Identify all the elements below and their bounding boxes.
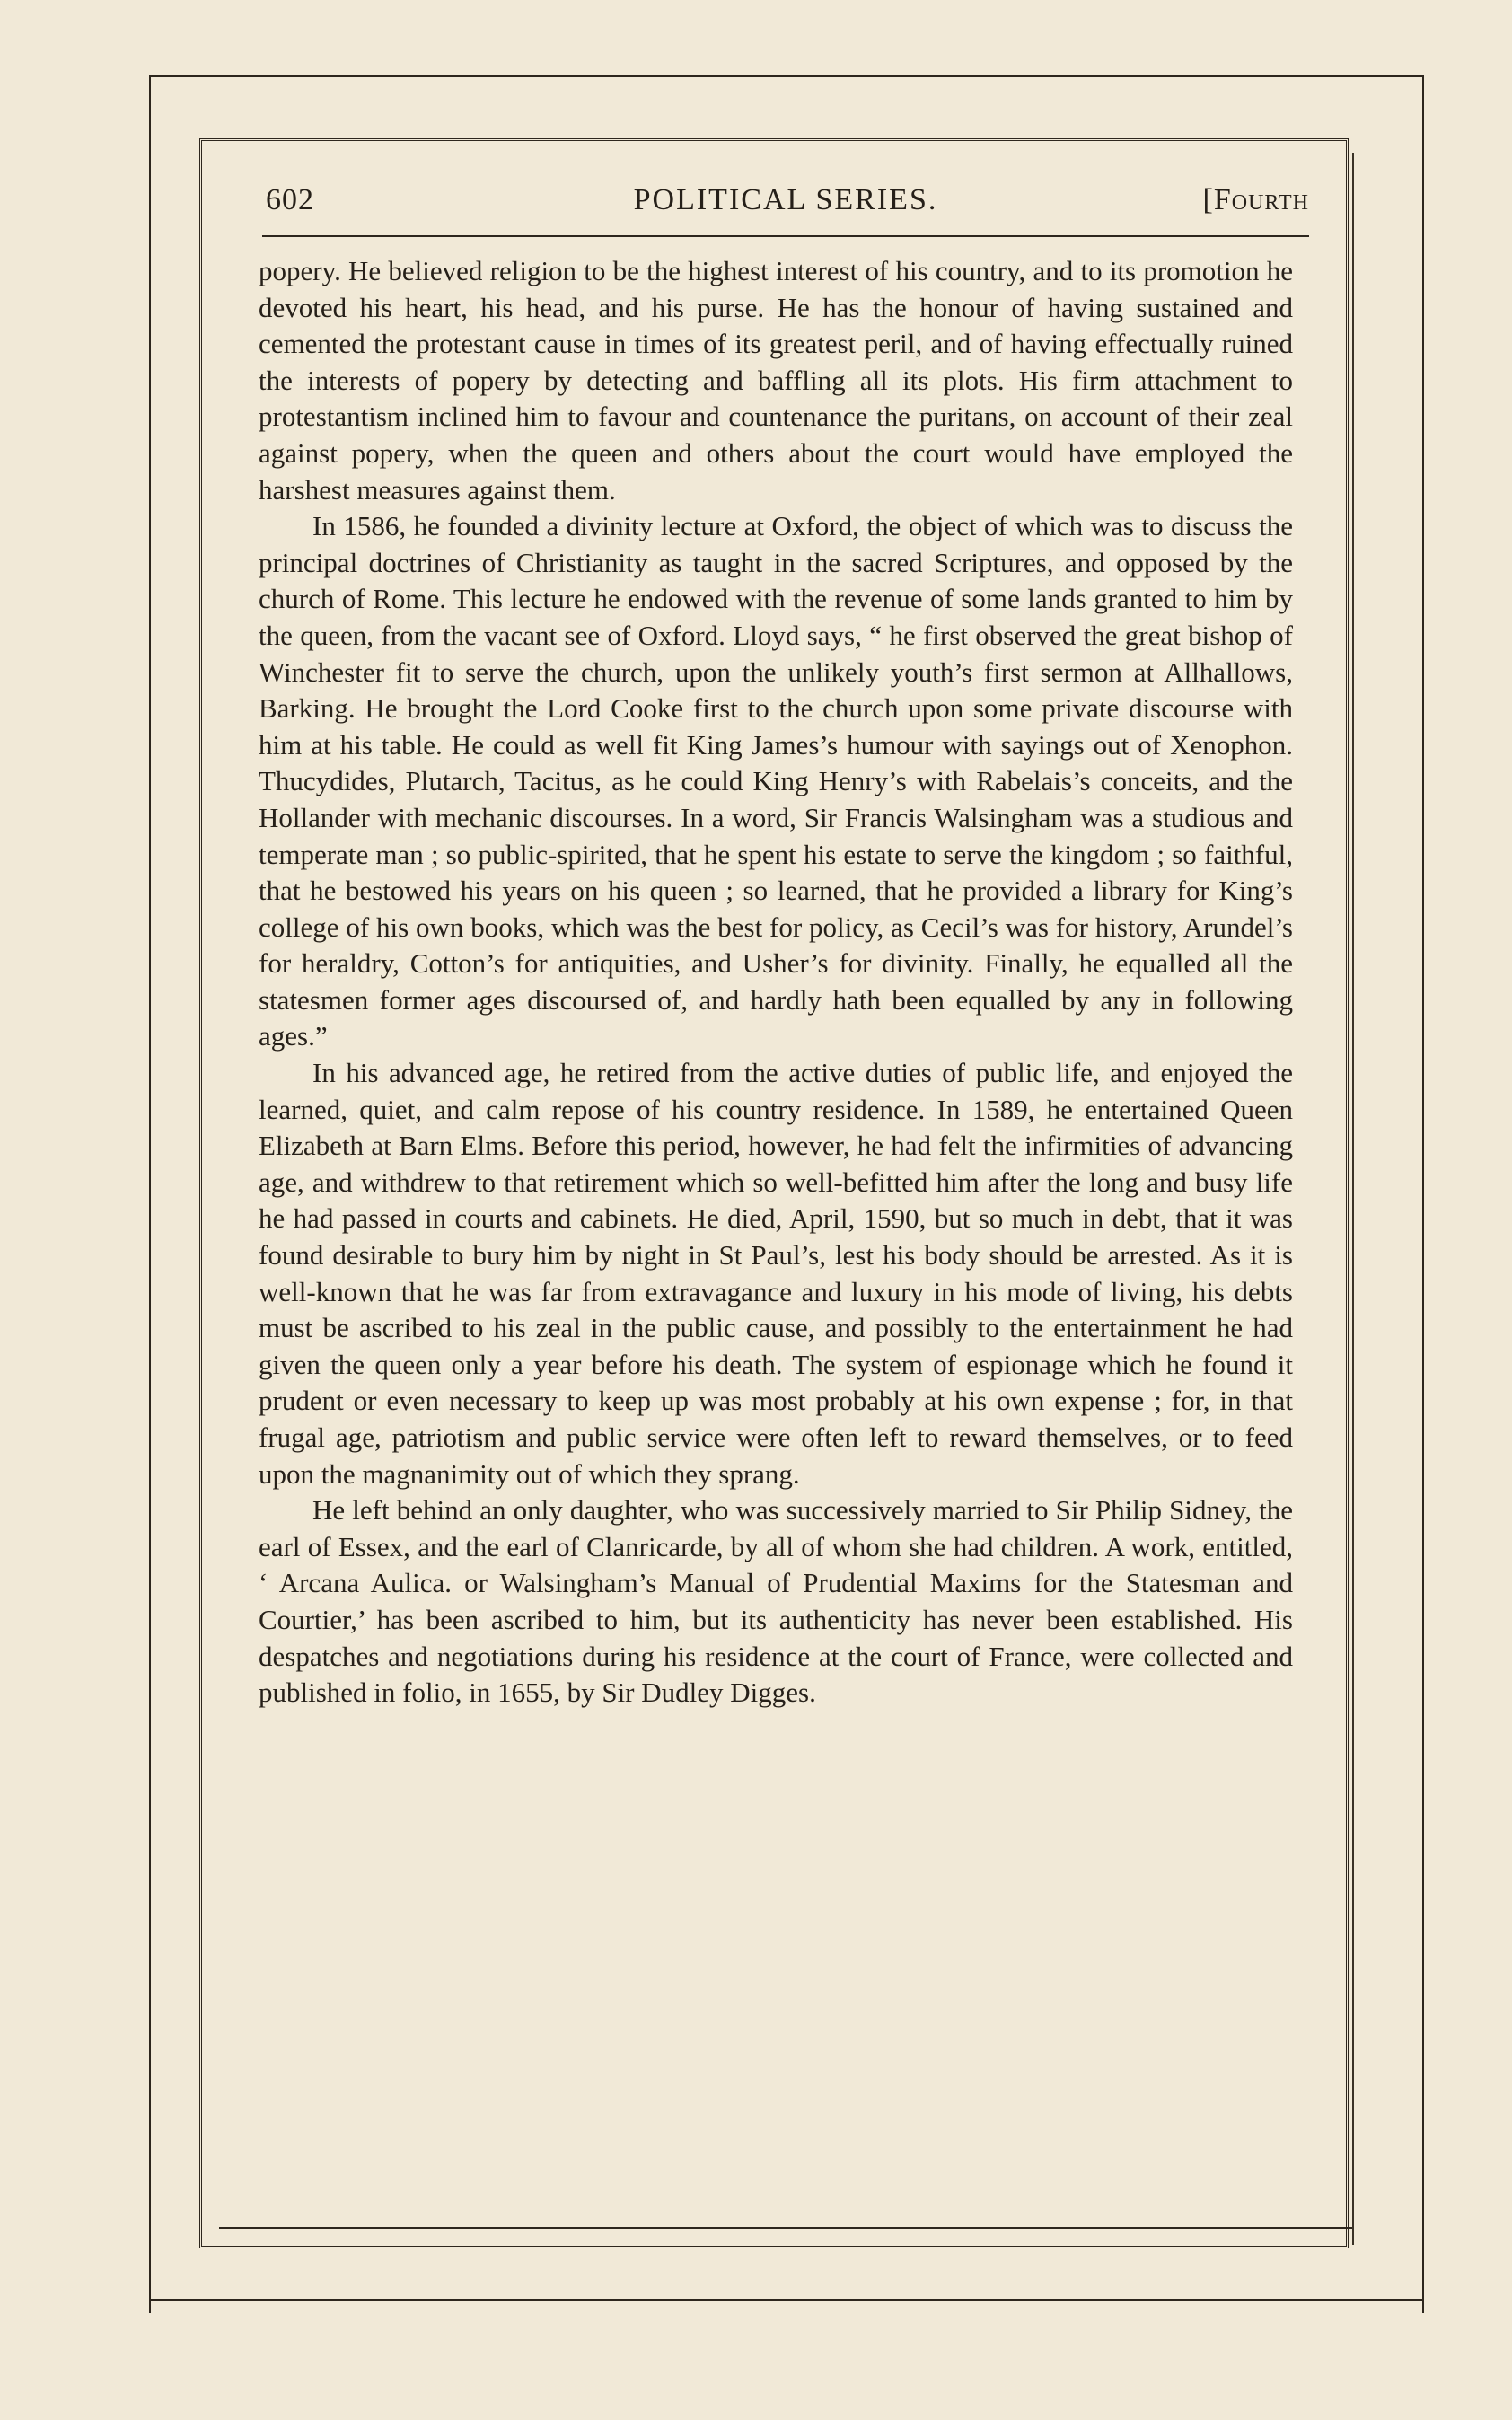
paragraph: He left behind an only daughter, who was successively married to Sir Philip Sidney, the earl of Essex, and the earl of Clanricarde, by all of whom she had children. A work, entitled, ‘ Arcana Aulica. or Walsingham’s Manual of Prudential Maxims for the Statesman and Courtier,’ has been ascribed to him, but its authenticity has never been established. His despatches and negotiations during his residence at the court of France, were collected and published in folio, in 1655, by Sir Dudley Digges. (259, 1494, 1293, 1709)
page-inner-frame-bottom-rule (219, 2227, 1352, 2229)
body-text (259, 253, 1293, 1712)
running-title: POLITICAL SERIES. (633, 183, 938, 216)
running-section-label: [Fourth (1202, 183, 1309, 216)
page-outer-frame-bottom-rule (149, 2299, 1422, 2301)
paragraph: In his advanced age, he retired from the active duties of public life, and enjoyed the learned, quiet, and calm repose of his country residence. In 1589, he entertained Queen Elizabeth at Barn Elms. Before this period, however, he had felt the infirmities of advancing age, and withdrew to that retirement which so well-befitted him after the long and busy life he had passed in courts and cabinets. He died, April, 1590, but so much in debt, that it was found desirable to bury him by night in St Paul’s, lest his body should be arrested. As it is well-known that he was far from extravagance and luxury in his mode of living, his debts must be ascribed to his zeal in the public cause, and possibly to the entertainment he had given the queen only a year before his death. The system of espionage which he found it prudent or even necessary to keep up was most probably at his own expense ; for, in that frugal age, patriotism and public service were often left to reward themselves, or to feed upon the magnanimity out of which they sprang. (259, 1057, 1293, 1490)
paragraph: In 1586, he founded a divinity lecture at Oxford, the object of which was to discuss the principal doctrines of Christianity as taught in the sacred Scriptures, and opposed by the church of Rome. This lecture he endowed with the revenue of some lands granted to him by the queen, from the vacant see of Oxford. Lloyd says, “ he first observed the great bishop of Winchester fit to serve the church, upon the unlikely youth’s first sermon at Allhallows, Barking. He brought the Lord Cooke first to the church upon some private discourse with him at his table. He could as well fit King James’s humour with sayings out of Xenophon. Thucydides, Plutarch, Tacitus, as he could King Henry’s with Rabelais’s conceits, and the Hollander with mechanic discourses. In a word, Sir Francis Walsingham was a studious and temperate man ; so public-spirited, that he spent his estate to serve the kingdom ; so faithful, that he bestowed his years on his queen ; so learned, that he provided a library for King’s college of his own books, which was the best for policy, as Cecil’s was for history, Arundel’s for heraldry, Cotton’s for antiquities, and Usher’s for divinity. Finally, he equalled all the statesmen former ages discoursed of, and hardly hath been equalled by any in following ages.” (259, 510, 1293, 1052)
running-header (262, 183, 1309, 232)
page-number: 602 (266, 183, 314, 216)
header-rule (262, 235, 1309, 237)
paragraph: popery. He believed religion to be the highest interest of his country, and to its promotion he devoted his heart, his head, and his purse. He has the honour of having sustained and cemented the protestant cause in times of its greatest peril, and of having effectually ruined the interests of popery by detecting and baffling all its plots. His firm attachment to protestantism inclined him to favour and countenance the puritans, on account of their zeal against popery, when the queen and others about the court would have employed the harshest measures against them. (259, 255, 1293, 506)
page-right-margin-rule (1352, 153, 1354, 2245)
